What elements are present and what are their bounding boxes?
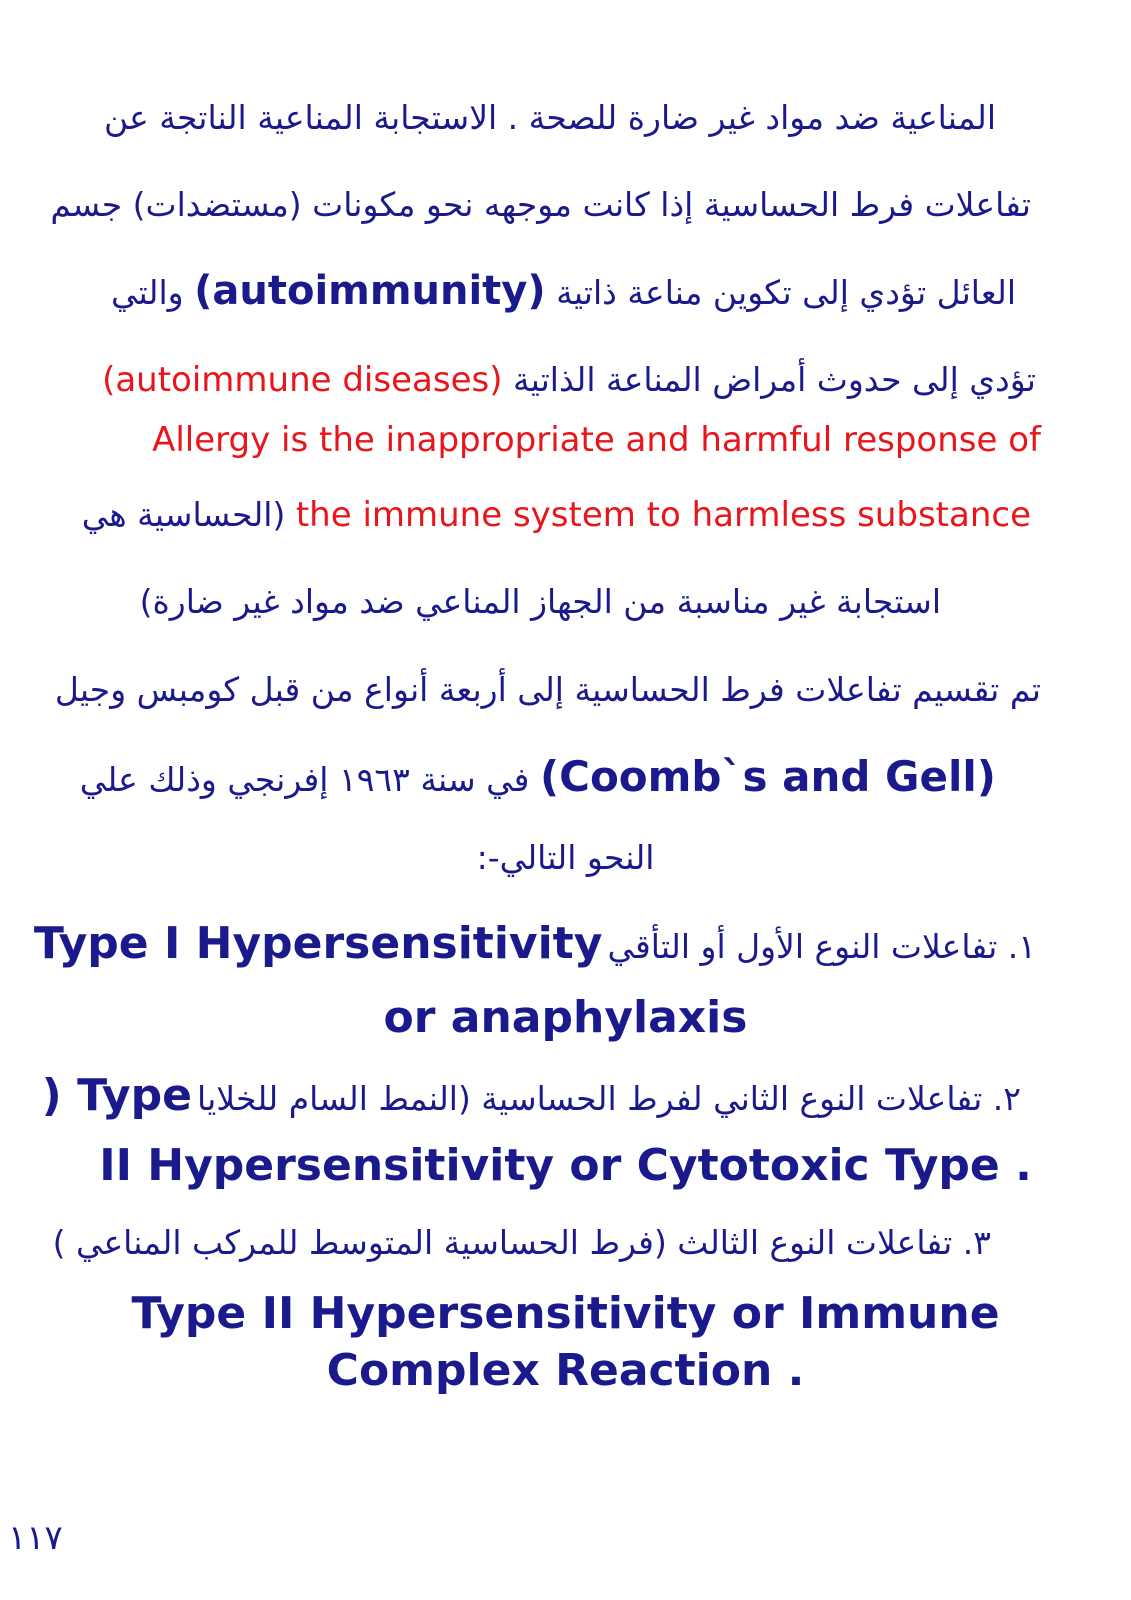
arabic-text: العائل تؤدي إلى تكوين مناعة ذاتية [556,273,1016,312]
paragraph-line [60,582,941,621]
type-3-title: Type II Hypersensitivity or Immune [131,1288,1000,1339]
allergy-definition-line [70,420,1041,460]
paragraph-line [60,98,996,137]
type-2-title: ) Type [41,1070,192,1121]
arabic-text: في سنة ١٩٦٣ إفرنجي وذلك علي [79,760,530,799]
paragraph-line [50,185,1031,224]
arabic-text: والتي [110,273,184,312]
arabic-text: المناعية ضد مواد غير ضارة للصحة . الاستجابة المناعية الناتجة عن [104,98,996,137]
arabic-text: تم تقسيم تفاعلات فرط الحساسية إلى أربعة أنواع من قبل كومبس وجيل [54,670,1041,709]
arabic-text: ١. تفاعلات النوع الأول أو التأقي [607,927,1036,966]
arabic-text: استجابة غير مناسبة من الجهاز المناعي ضد مواد غير ضارة) [139,582,941,621]
type-1-line [33,918,1036,969]
autoimmune-diseases-text: (autoimmune diseases) [102,360,503,400]
arabic-text: ٢. تفاعلات النوع الثاني لفرط الحساسية (النمط السام للخلايا [197,1079,1021,1118]
coombs-gell-term: (Coomb`s and Gell) [539,752,996,801]
arabic-text: ٣. تفاعلات النوع الثالث (فرط الحساسية المتوسط للمركب المناعي ) [52,1223,991,1262]
page-number: ١١٧ [8,1518,63,1558]
autoimmune-diseases-term [102,360,502,400]
type-3-subtitle: Complex Reaction . [326,1345,805,1396]
paragraph-line [60,360,1036,400]
type-3-subtitle-line [0,1345,1131,1396]
paragraph-line [60,268,1016,314]
type-2-subtitle: II Hypersensitivity or Cytotoxic Type . [99,1140,1032,1191]
type-1-subtitle-line [0,992,1131,1043]
arabic-text: (الحساسية هي [81,495,286,534]
paragraph-line [60,495,1031,535]
arabic-text: تؤدي إلى حدوث أمراض المناعة الذاتية [512,360,1036,399]
paragraph-line [60,752,996,801]
type-2-line [41,1070,1021,1121]
arabic-text: النحو التالي-: [476,838,655,877]
paragraph-line [54,670,1041,709]
type-1-subtitle: or anaphylaxis [383,992,748,1043]
type-3-line [52,1223,991,1262]
english-text: the immune system to harmless substance [295,495,1031,535]
type-3-title-line [0,1288,1131,1339]
type-1-title: Type I Hypersensitivity [33,918,603,969]
type-2-subtitle-line [0,1140,1131,1191]
arabic-text: تفاعلات فرط الحساسية إذا كانت موجهه نحو مكونات (مستضدات) جسم [50,185,1031,224]
autoimmunity-term: (autoimmunity) [194,268,546,314]
english-text: Allergy is the inappropriate and harmful response of [152,420,1041,460]
paragraph-line [0,838,1131,877]
